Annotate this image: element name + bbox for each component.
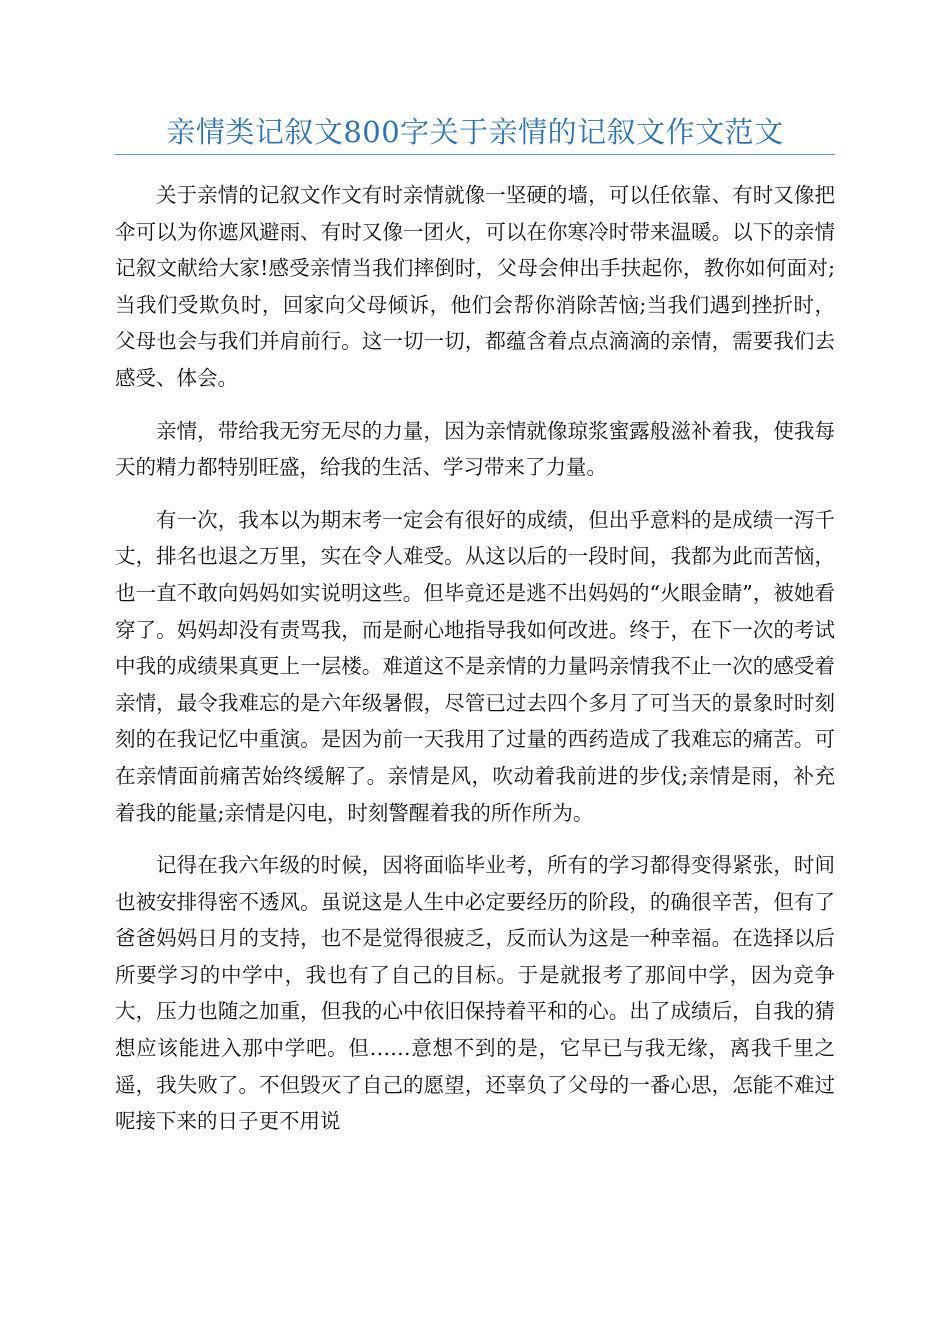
paragraph-3: 有一次，我本以为期末考一定会有很好的成绩，但出乎意料的是成绩一泻千丈，排名也退之万里，实在令人难受。从这以后的一段时间，我都为此而苦恼，也一直不敢向妈妈如实说明这些。但毕竟还是逃不出妈妈的“火眼金睛”，被她看穿了。妈妈却没有责骂我，而是耐心地指导我如何改进。终于，在下一次的考试中我的成绩果真更上一层楼。难道这不是亲情的力量吗亲情我不止一次的感受着亲情，最令我难忘的是六年级暑假，尽管已过去四个多月了可当天的景象时时刻刻的在我记忆中重演。是因为前一天我用了过量的西药造成了我难忘的痛苦。可在亲情面前痛苦始终缓解了。亲情是风，吹动着我前进的步伐;亲情是雨，补充着我的能量;亲情是闪电，时刻警醒着我的所作所为。 [115,507,835,825]
paragraph-1: 关于亲情的记叙文作文有时亲情就像一坚硬的墙，可以任依靠、有时又像把伞可以为你遮风避雨、有时又像一团火，可以在你寒冷时带来温暖。以下的亲情记叙文献给大家!感受亲情当我们摔倒时，父母会伸出手扶起你，教你如何面对;当我们受欺负时，回家向父母倾诉，他们会帮你消除苦恼;当我们遇到挫折时，父母也会与我们并肩前行。这一切一切，都蕴含着点点滴滴的亲情，需要我们去感受、体会。 [115,183,835,390]
paragraph-4: 记得在我六年级的时候，因将面临毕业考，所有的学习都得变得紧张，时间也被安排得密不透风。虽说这是人生中必定要经历的阶段，的确很辛苦，但有了爸爸妈妈日月的支持，也不是觉得很疲乏，反而认为这是一种幸福。在选择以后所要学习的中学中，我也有了自己的目标。于是就报考了那间中学，因为竞争大，压力也随之加重，但我的心中依旧保持着平和的心。出了成绩后，自我的猜想应该能进入那中学吧。但……意想不到的是，它早已与我无缘，离我千里之遥，我失败了。不但毁灭了自己的愿望，还辜负了父母的一番心思，怎能不难过呢接下来的日子更不用说 [115,853,835,1134]
document-title: 亲情类记叙文800字关于亲情的记叙文作文范文 [166,115,784,149]
document-body [115,177,835,1156]
title-underline [115,154,835,155]
paragraph-2: 亲情，带给我无穷无尽的力量，因为亲情就像琼浆蜜露般滋补着我，使我每天的精力都特别旺盛，给我的生活、学习带来了力量。 [115,418,835,480]
